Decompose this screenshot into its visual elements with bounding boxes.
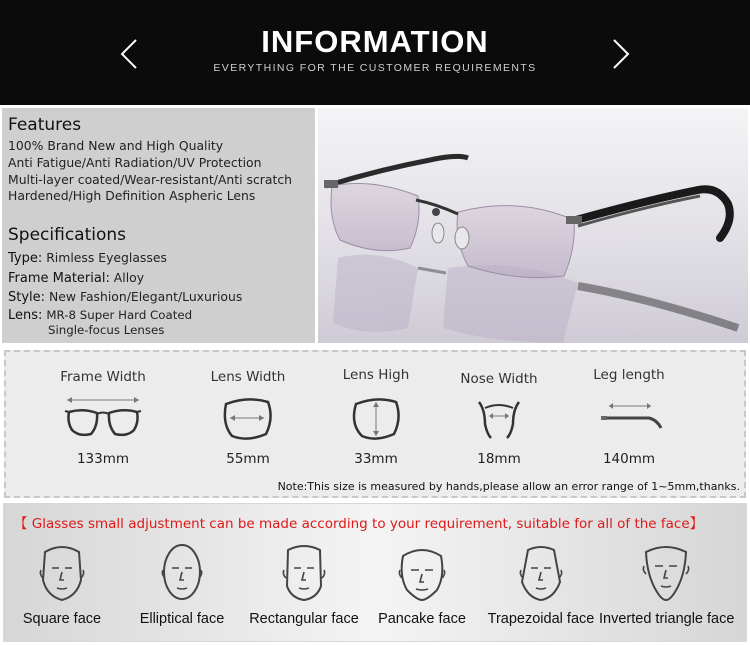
size-value: 55mm bbox=[226, 451, 270, 467]
spec-value: MR-8 Super Hard Coated bbox=[46, 308, 193, 322]
face-label: Inverted triangle face bbox=[599, 611, 735, 627]
face-item-rectangular bbox=[243, 538, 365, 638]
header-banner bbox=[0, 0, 750, 105]
spec-key: Style: bbox=[8, 290, 46, 305]
feature-line: Multi-layer coated/Wear-resistant/Anti scratch bbox=[8, 172, 292, 187]
size-value: 140mm bbox=[602, 451, 656, 467]
size-label: Frame Width bbox=[60, 369, 146, 385]
spec-value: Alloy bbox=[113, 270, 145, 285]
feature-line: Anti Fatigue/Anti Radiation/UV Protection bbox=[8, 155, 262, 170]
size-label: Lens Width bbox=[210, 369, 286, 385]
size-value: 18mm bbox=[477, 451, 521, 467]
face-label: Pancake face bbox=[378, 611, 466, 627]
spec-lens bbox=[8, 307, 192, 323]
size-section bbox=[4, 350, 746, 498]
feature-line: Hardened/High Definition Aspheric Lens bbox=[8, 188, 256, 203]
face-shape-section bbox=[3, 503, 747, 642]
face-label: Trapezoidal face bbox=[487, 611, 595, 627]
spec-key: Lens: bbox=[8, 308, 43, 323]
spec-value: Rimless Eyeglasses bbox=[46, 250, 167, 265]
pancake-face-icon bbox=[397, 542, 447, 604]
elliptical-face-icon bbox=[157, 542, 207, 604]
info-section bbox=[0, 105, 750, 345]
trapezoidal-face-icon bbox=[516, 542, 566, 604]
features-panel bbox=[2, 108, 315, 343]
spec-value: New Fashion/Elegant/Luxurious bbox=[49, 289, 243, 304]
chevron-right-icon[interactable] bbox=[604, 38, 636, 70]
size-item-frame-width bbox=[48, 352, 158, 472]
size-value: 133mm bbox=[76, 451, 130, 467]
product-photo bbox=[318, 108, 748, 343]
eyeglasses-photo-icon bbox=[318, 108, 748, 343]
lens-width-icon bbox=[208, 394, 288, 442]
inverted-triangle-face-icon bbox=[641, 542, 691, 604]
specifications-title: Specifications bbox=[8, 225, 127, 245]
size-note: Note:This size is measured by hands,please allow an error range of 1~5mm,thanks. bbox=[277, 480, 740, 493]
lens-height-icon bbox=[336, 394, 416, 442]
size-label: Lens High bbox=[342, 367, 410, 383]
size-value: 33mm bbox=[354, 451, 398, 467]
face-item-elliptical bbox=[121, 538, 243, 638]
face-item-pancake bbox=[361, 538, 483, 638]
size-item-nose-width bbox=[444, 352, 554, 472]
face-label: Elliptical face bbox=[139, 611, 225, 627]
spec-type bbox=[8, 250, 167, 266]
size-label: Nose Width bbox=[460, 371, 538, 387]
face-item-square bbox=[1, 538, 123, 638]
feature-line: 100% Brand New and High Quality bbox=[8, 138, 224, 153]
page-title: INFORMATION bbox=[261, 24, 489, 59]
spec-style bbox=[8, 289, 242, 305]
spec-key: Frame Material: bbox=[8, 271, 110, 286]
face-note: 【 Glasses small adjustment can be made according to your requirement, suitable for all of the face】 bbox=[14, 516, 704, 532]
size-label: Leg length bbox=[593, 367, 665, 383]
face-label: Square face bbox=[22, 611, 102, 627]
frame-width-icon bbox=[63, 394, 143, 442]
square-face-icon bbox=[37, 542, 87, 604]
spec-frame-material bbox=[8, 270, 144, 286]
size-item-lens-width bbox=[193, 352, 303, 472]
size-item-lens-high bbox=[321, 352, 431, 472]
size-item-leg-length bbox=[574, 352, 684, 472]
spec-lens-line2: Single-focus Lenses bbox=[48, 323, 165, 337]
face-label: Rectangular face bbox=[249, 611, 359, 627]
page-subtitle: EVERYTHING FOR THE CUSTOMER REQUIREMENTS bbox=[213, 62, 537, 74]
nose-width-icon bbox=[459, 394, 539, 442]
leg-length-icon bbox=[589, 394, 669, 442]
face-item-inverted-triangle bbox=[599, 538, 735, 638]
face-item-trapezoidal bbox=[480, 538, 602, 638]
rectangular-face-icon bbox=[279, 542, 329, 604]
spec-key: Type: bbox=[8, 251, 43, 266]
features-title: Features bbox=[8, 115, 82, 135]
